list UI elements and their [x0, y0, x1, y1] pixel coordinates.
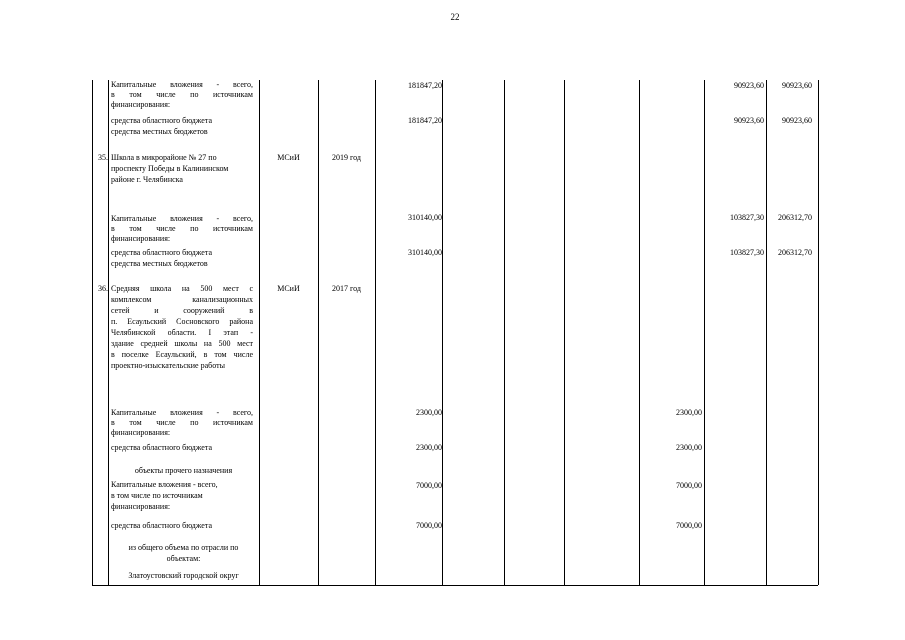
- regional-budget-label: средства областного бюджета: [111, 521, 212, 530]
- capital-total-label: Капитальные вложения - всего,: [111, 80, 253, 89]
- regional-budget-label: средства областного бюджета: [111, 443, 212, 452]
- regional-budget-label: средства областного бюджета: [111, 116, 212, 125]
- year-cell: 2017 год: [332, 284, 361, 293]
- column-divider: [375, 80, 376, 585]
- financing-label: финансирования:: [111, 428, 171, 437]
- capital-total-label: Капитальные вложения - всего,: [111, 408, 253, 417]
- item-title-line: здание средней школы на 500 мест: [111, 339, 253, 348]
- value-total-c: 181847,20: [408, 81, 442, 90]
- column-divider: [108, 80, 109, 585]
- subsection-heading: объектам:: [166, 554, 201, 563]
- item-title-line: проектно-изыскательские работы: [111, 361, 225, 370]
- item-number: 36.: [98, 284, 108, 293]
- item-title-line: комплексом канализационных: [111, 295, 253, 304]
- value-total-g: 7000,00: [676, 481, 702, 490]
- column-divider: [442, 80, 443, 585]
- capital-source-label: в том числе по источникам: [111, 418, 253, 427]
- budget-table: [92, 80, 818, 585]
- financing-label: финансирования:: [111, 100, 171, 109]
- executor-cell: МСиИ: [277, 153, 300, 162]
- value-regional-g: 2300,00: [676, 443, 702, 452]
- subsection-heading: из общего объема по отрасли по: [128, 543, 239, 552]
- table-border-bottom: [92, 585, 818, 586]
- column-divider: [704, 80, 705, 585]
- value-total-c: 7000,00: [416, 481, 442, 490]
- value-regional-h: 103827,30: [730, 248, 764, 257]
- value-regional-c: 2300,00: [416, 443, 442, 452]
- financing-label: финансирования:: [111, 502, 171, 511]
- value-regional-c: 181847,20: [408, 116, 442, 125]
- capital-source-label: в том числе по источникам: [111, 491, 203, 500]
- item-number: 35.: [98, 153, 108, 162]
- value-total-c: 2300,00: [416, 408, 442, 417]
- local-budget-label: средства местных бюджетов: [111, 259, 208, 268]
- item-title-line: Челябинской области. I этап -: [111, 328, 253, 337]
- item-title-line: районе г. Челябинска: [111, 175, 183, 184]
- page-number: 22: [450, 12, 460, 22]
- value-regional-g: 7000,00: [676, 521, 702, 530]
- value-regional-i: 206312,70: [778, 248, 812, 257]
- column-divider: [766, 80, 767, 585]
- capital-total-label: Капитальные вложения - всего,: [111, 214, 253, 223]
- item-title-line: сетей и сооружений в: [111, 306, 253, 315]
- year-cell: 2019 год: [332, 153, 361, 162]
- column-divider: [564, 80, 565, 585]
- item-title-line: Средняя школа на 500 мест с: [111, 284, 253, 293]
- value-total-c: 310140,00: [408, 213, 442, 222]
- financing-label: финансирования:: [111, 234, 171, 243]
- capital-source-label: в том числе по источникам: [111, 224, 253, 233]
- local-budget-label: средства местных бюджетов: [111, 127, 208, 136]
- value-total-i: 206312,70: [778, 213, 812, 222]
- item-title-line: в поселке Есаульский, в том числе: [111, 350, 253, 359]
- column-divider: [504, 80, 505, 585]
- municipality-label: Златоустовский городской округ: [128, 571, 239, 580]
- capital-total-label: Капитальные вложения - всего,: [111, 480, 218, 489]
- value-total-h: 90923,60: [734, 81, 764, 90]
- value-regional-i: 90923,60: [782, 116, 812, 125]
- regional-budget-label: средства областного бюджета: [111, 248, 212, 257]
- item-title-line: Школа в микрорайоне № 27 по: [111, 153, 217, 162]
- value-total-i: 90923,60: [782, 81, 812, 90]
- table-border-right: [818, 80, 819, 585]
- value-regional-c: 7000,00: [416, 521, 442, 530]
- value-regional-h: 90923,60: [734, 116, 764, 125]
- capital-source-label: в том числе по источникам: [111, 90, 253, 99]
- value-regional-c: 310140,00: [408, 248, 442, 257]
- value-total-h: 103827,30: [730, 213, 764, 222]
- column-divider: [639, 80, 640, 585]
- item-title-line: проспекту Победы в Калининском: [111, 164, 229, 173]
- value-total-g: 2300,00: [676, 408, 702, 417]
- item-title-line: п. Есаульский Сосновского района: [111, 317, 253, 326]
- section-heading: объекты прочего назначения: [134, 466, 233, 475]
- executor-cell: МСиИ: [277, 284, 300, 293]
